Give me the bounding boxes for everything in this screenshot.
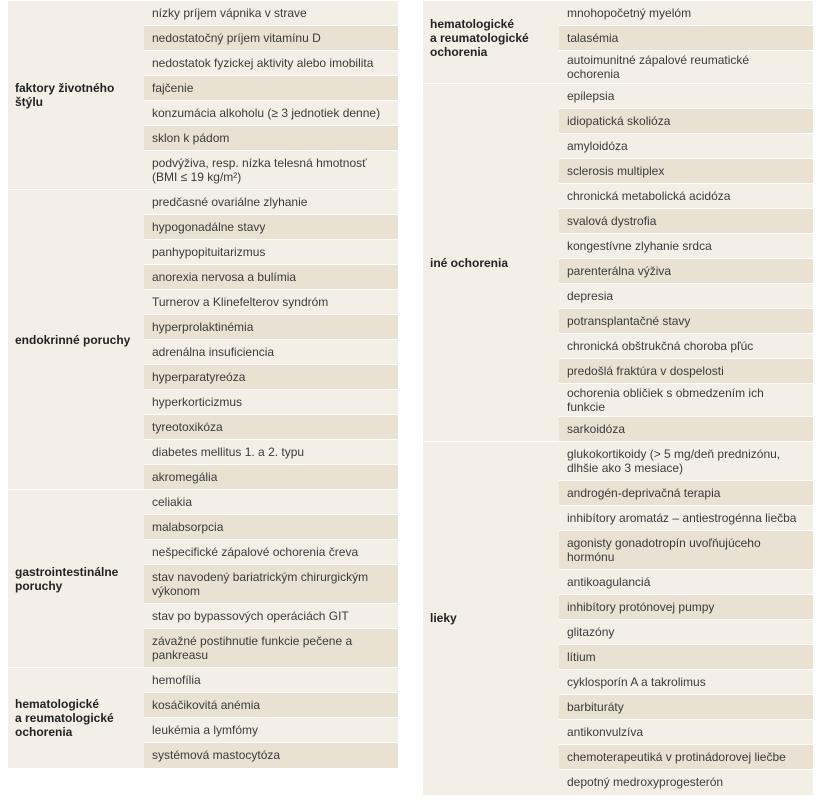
risk-factor-item: nedostatok fyzickej aktivity alebo imobilita	[144, 51, 398, 76]
risk-factor-item: parenterálna výživa	[559, 259, 813, 284]
risk-factor-item: autoimunitné zápalové reumatické ochorenia	[559, 51, 813, 84]
risk-factor-table-right	[423, 0, 813, 795]
risk-factor-item: chronická metabolická acidóza	[559, 184, 813, 209]
risk-factor-item: antikoagulanciá	[559, 570, 813, 595]
risk-factor-item: anorexia nervosa a bulímia	[144, 265, 398, 290]
risk-factor-item: sklon k pádom	[144, 126, 398, 151]
risk-factor-item: malabsorpcia	[144, 515, 398, 540]
table-row	[423, 84, 813, 109]
risk-factor-item: predošlá fraktúra v dospelosti	[559, 359, 813, 384]
table-row	[8, 668, 398, 693]
category-label: hematologické a reumatologické ochorenia	[8, 668, 144, 768]
risk-factor-item: podvýživa, resp. nízka telesná hmotnosť (BMI ≤ 19 kg/m²)	[144, 151, 398, 190]
risk-factor-item: nedostatočný príjem vitamínu D	[144, 26, 398, 51]
risk-factor-item: kongestívne zlyhanie srdca	[559, 234, 813, 259]
table-row	[8, 190, 398, 215]
risk-factor-item: potransplantačné stavy	[559, 309, 813, 334]
category-label: hematologické a reumatologické ochorenia	[423, 1, 559, 84]
risk-factor-table-left	[8, 0, 398, 768]
risk-factor-item: akromegália	[144, 465, 398, 490]
risk-factor-item: kosáčikovitá anémia	[144, 693, 398, 718]
risk-factor-item: agonisty gonadotropín uvoľňujúceho hormónu	[559, 531, 813, 570]
risk-factor-item: závažné postihnutie funkcie pečene a pankreasu	[144, 629, 398, 668]
risk-factor-item: epilepsia	[559, 84, 813, 109]
risk-factor-item: ochorenia obličiek s obmedzením ich funkcie	[559, 384, 813, 417]
risk-factor-item: predčasné ovariálne zlyhanie	[144, 190, 398, 215]
risk-factor-item: barbituráty	[559, 695, 813, 720]
table-row	[423, 442, 813, 481]
risk-factor-item: chemoterapeutiká v protinádorovej liečbe	[559, 745, 813, 770]
category-label: gastrointestinálne poruchy	[8, 490, 144, 668]
risk-factor-item: nízky príjem vápnika v strave	[144, 1, 398, 26]
risk-factor-item: Turnerov a Klinefelterov syndróm	[144, 290, 398, 315]
risk-factor-item: talasémia	[559, 26, 813, 51]
right-column	[423, 0, 813, 795]
risk-factor-item: glitazóny	[559, 620, 813, 645]
risk-factor-item: mnohopočetný myelóm	[559, 1, 813, 26]
risk-factor-item: glukokortikoidy (> 5 mg/deň prednizónu, dlhšie ako 3 mesiace)	[559, 442, 813, 481]
risk-factor-item: idiopatická skolióza	[559, 109, 813, 134]
left-column	[8, 0, 398, 768]
risk-factor-item: antikonvulzíva	[559, 720, 813, 745]
category-label: lieky	[423, 442, 559, 795]
risk-factor-item: hyperprolaktinémia	[144, 315, 398, 340]
risk-factor-item: amyloidóza	[559, 134, 813, 159]
risk-factor-item: svalová dystrofia	[559, 209, 813, 234]
risk-factor-item: leukémia a lymfómy	[144, 718, 398, 743]
risk-factor-item: depotný medroxyprogesterón	[559, 770, 813, 795]
risk-factor-item: chronická obštrukčná choroba pľúc	[559, 334, 813, 359]
category-label: iné ochorenia	[423, 84, 559, 442]
table-row	[8, 490, 398, 515]
table-row	[423, 1, 813, 26]
risk-factor-item: hyperkorticizmus	[144, 390, 398, 415]
risk-factor-item: sarkoidóza	[559, 417, 813, 442]
risk-factor-item: cyklosporín A a takrolimus	[559, 670, 813, 695]
category-label: faktory životného štýlu	[8, 1, 144, 190]
risk-factor-item: adrenálna insuficiencia	[144, 340, 398, 365]
category-label: endokrinné poruchy	[8, 190, 144, 490]
risk-factor-item: inhibítory protónovej pumpy	[559, 595, 813, 620]
risk-factor-item: fajčenie	[144, 76, 398, 101]
risk-factor-item: diabetes mellitus 1. a 2. typu	[144, 440, 398, 465]
risk-factor-item: konzumácia alkoholu (≥ 3 jednotiek denne)	[144, 101, 398, 126]
risk-factor-item: depresia	[559, 284, 813, 309]
risk-factor-item: stav po bypassových operáciách GIT	[144, 604, 398, 629]
risk-factor-item: stav navodený bariatrickým chirurgickým výkonom	[144, 565, 398, 604]
risk-factor-item: hemofília	[144, 668, 398, 693]
risk-factor-item: systémová mastocytóza	[144, 743, 398, 768]
risk-factor-item: inhibítory aromatáz – antiestrogénna liečba	[559, 506, 813, 531]
risk-factor-item: sclerosis multiplex	[559, 159, 813, 184]
risk-factor-item: androgén-deprivačná terapia	[559, 481, 813, 506]
risk-factor-item: lítium	[559, 645, 813, 670]
risk-factor-item: celiakia	[144, 490, 398, 515]
risk-factor-item: hyperparatyreóza	[144, 365, 398, 390]
risk-factor-item: tyreotoxikóza	[144, 415, 398, 440]
risk-factor-item: nešpecifické zápalové ochorenia čreva	[144, 540, 398, 565]
risk-factor-item: hypogonadálne stavy	[144, 215, 398, 240]
table-row	[8, 1, 398, 26]
risk-factor-item: panhypopituitarizmus	[144, 240, 398, 265]
